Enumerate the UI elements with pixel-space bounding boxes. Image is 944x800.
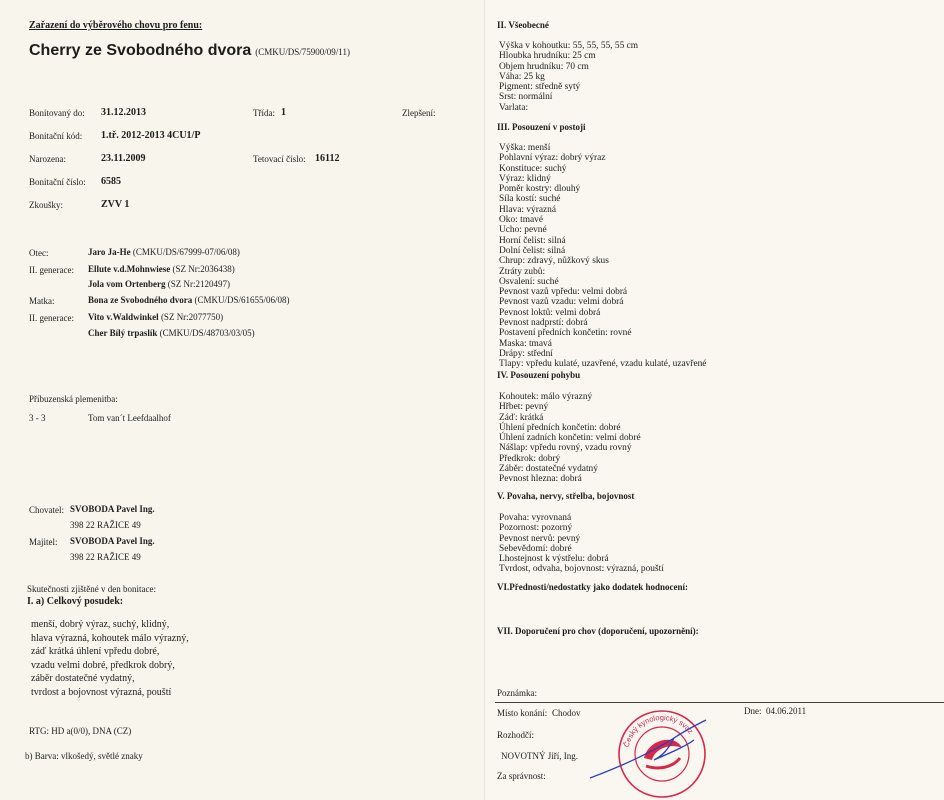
gen2a-1-name: Ellute v.d.Mohnwiese (88, 264, 171, 274)
inbreeding-label: Příbuzenská plemenitba: (29, 394, 118, 404)
stance-line: Pohlavní výraz: dobrý výraz (499, 153, 606, 164)
stance-line: Drápy: střední (499, 348, 553, 359)
overall-line: záběr dostatečné vydatný, (31, 673, 135, 685)
general-line: Výška v kohoutku: 55, 55, 55, 55 cm (499, 41, 639, 51)
narozena-value: 23.11.2009 (101, 153, 146, 164)
stance-line: Konstituce: suchý (499, 163, 567, 174)
rtg-text: RTG: HD a(0/0), DNA (CZ) (29, 726, 132, 736)
movement-line: Nášlap: vpředu rovný, vzadu rovný (499, 443, 632, 454)
otec-label: Otec: (29, 248, 49, 258)
section-5-list (499, 513, 664, 575)
section-4-title: IV. Posouzení pohybu (497, 370, 581, 380)
chovatel-label: Chovatel: (29, 505, 64, 515)
chovatel-address: 398 22 RAŽICE 49 (70, 520, 141, 530)
temperament-line: Tvrdost, odvaha, bojovnost: výrazná, pouští (499, 564, 664, 575)
overall-line: vzadu velmi dobré, předkrok dobrý, (31, 659, 175, 671)
zkousky-label: Zkoušky: (29, 200, 64, 210)
poznamka-label: Poznámka: (497, 688, 537, 698)
assignment-heading: Zařazení do výběrového chovu pro fenu: (29, 20, 203, 31)
overall-line: menší, dobrý výraz, suchý, klidný, (31, 619, 170, 630)
section-6-title: VI.Přednosti/nedostatky jako dodatek hodnocení: (497, 582, 689, 592)
barva-text: b) Barva: vlkošedý, světlé znaky (25, 751, 143, 761)
section-4-list (499, 392, 641, 485)
gen2a-2-name: Jola vom Ortenberg (88, 279, 166, 289)
stance-line: Pevnost vazů vzadu: velmi dobrá (499, 297, 624, 308)
zkousky-value: ZVV 1 (101, 199, 130, 210)
stance-line: Pevnost vazů vpředu: velmi dobrá (499, 287, 628, 298)
stance-line: Horní čelist: silná (499, 235, 566, 246)
movement-line: Úhlení zadních končetin: velmi dobré (499, 433, 641, 444)
gen2a-label: II. generace: (29, 265, 74, 275)
gen2a-2-reg: (SZ Nr:2120497) (167, 279, 230, 289)
stance-line: Dolní čelist: silná (499, 245, 566, 256)
section-7-title: VII. Doporučení pro chov (doporučení, upozornění): (497, 626, 699, 636)
rozhodci-name: NOVOTNÝ Jiří, Ing. (501, 751, 578, 761)
misto-label: Místo konání: (497, 708, 548, 718)
right-page (486, 0, 944, 800)
temperament-line: Lhostejnost k výstřelu: dobrá (499, 554, 609, 565)
matka-label: Matka: (29, 296, 55, 306)
majitel-label: Majitel: (29, 537, 58, 547)
gen2b-2-reg: (CMKU/DS/48703/03/05) (159, 328, 255, 338)
gen2a-1-reg: (SZ Nr:2036438) (172, 264, 235, 274)
stance-line: Pevnost loktů: velmi dobrá (499, 307, 601, 318)
tetovaci-value: 16112 (315, 153, 340, 164)
matka-entry (88, 295, 290, 305)
movement-line: Kohoutek: málo výrazný (499, 392, 593, 402)
tetovaci-label: Tetovací číslo: (253, 154, 306, 164)
overall-label: I. a) Celkový posudek: (27, 596, 124, 607)
stance-line: Pevnost nadprstí: dobrá (499, 318, 588, 329)
gen2b-1-name: Vito v.Waldwinkel (88, 312, 159, 322)
bonitovany-value: 31.12.2013 (101, 107, 146, 118)
movement-line: Záběr: dostatečné vydatný (499, 464, 598, 475)
stance-line: Ztráty zubů: (499, 266, 546, 277)
bonitovany-label: Bonitovaný do: (29, 108, 85, 118)
overall-line: záď krátká úhlení vpředu dobré, (31, 646, 160, 658)
general-line: Objem hrudníku: 70 cm (499, 61, 589, 72)
stance-line: Výška: menší (499, 143, 551, 153)
dne-label: Dne: (744, 706, 762, 716)
movement-line: Úhlení předních končetin: dobré (499, 422, 621, 433)
trida-value: 1 (281, 107, 286, 118)
temperament-line: Pozornost: pozorný (499, 523, 573, 534)
general-line: Pigment: středně sytý (499, 82, 581, 93)
findings-label: Skutečnosti zjištěné v den bonitace: (27, 584, 156, 594)
temperament-line: Povaha: vyrovnaná (499, 513, 572, 523)
overall-line: tvrdost a bojovnost výrazná, pouští (31, 686, 172, 698)
stance-line: Síla kostí: suché (499, 194, 561, 205)
majitel-address: 398 22 RAŽICE 49 (70, 552, 141, 562)
movement-line: Hřbet: pevný (499, 402, 549, 413)
cislo-value: 6585 (101, 176, 121, 187)
stance-line: Chrup: zdravý, nůžkový skus (499, 256, 609, 267)
cislo-label: Bonitační číslo: (29, 177, 86, 187)
gen2a-2-entry (88, 279, 230, 289)
gen2b-1-reg: (SZ Nr:2077750) (160, 312, 224, 322)
general-line: Varlata: (499, 102, 529, 113)
section-3-title: III. Posouzení v postoji (497, 122, 586, 132)
signature (582, 716, 712, 786)
otec-reg: (CMKU/DS/67999-07/06/08) (132, 247, 240, 257)
general-line: Váha: 25 kg (499, 71, 545, 82)
inbreeding-name: Tom van´t Leefdaalhof (88, 413, 171, 423)
section-2-title: II. Všeobecné (497, 20, 549, 30)
stamp-text-path: Český kynologický svaz (621, 712, 696, 749)
movement-line: Pevnost hlezna: dobrá (499, 474, 582, 485)
stance-line: Hlava: výrazná (499, 204, 557, 215)
dog-title (29, 42, 350, 60)
gen2b-label: II. generace: (29, 313, 74, 323)
dne-value: 04.06.2011 (766, 706, 807, 716)
temperament-line: Sebevědomí: dobré (499, 543, 572, 554)
narozena-label: Narozena: (29, 154, 66, 164)
matka-reg: (CMKU/DS/61655/06/08) (194, 295, 290, 305)
stance-line: Poměr kostry: dlouhý (499, 184, 581, 195)
gen2b-2-name: Cher Bílý trpaslík (88, 328, 158, 338)
overall-assessment (31, 618, 189, 700)
stance-line: Maska: tmavá (499, 338, 552, 349)
section-3-list (499, 143, 706, 370)
overall-line: hlava výrazná, kohoutek málo výrazný, (31, 632, 189, 644)
stance-line: Výraz: klidný (499, 173, 551, 184)
chovatel-name: SVOBODA Pavel Ing. (70, 504, 155, 514)
majitel-name: SVOBODA Pavel Ing. (70, 536, 155, 546)
kod-value: 1.tř. 2012-2013 4CU1/P (101, 130, 201, 141)
poznamka-rule (495, 702, 944, 703)
gen2a-1-entry (88, 264, 235, 274)
inbreeding-code: 3 - 3 (29, 413, 46, 423)
spravnost-label: Za správnost: (497, 771, 546, 781)
movement-line: Záď: krátká (499, 412, 544, 423)
matka-name: Bona ze Svobodného dvora (88, 295, 193, 305)
signature-stroke (590, 720, 706, 778)
kod-label: Bonitační kód: (29, 131, 83, 141)
gen2b-1-entry (88, 312, 223, 322)
dog-registration: (CMKU/DS/75900/09/11) (255, 47, 350, 57)
rozhodci-label: Rozhodčí: (497, 730, 534, 740)
zlepseni-label: Zlepšení: (402, 108, 436, 118)
misto-value: Chodov (552, 708, 581, 718)
otec-name: Jaro Ja-He (88, 247, 131, 257)
stance-line: Ucho: pevné (499, 225, 547, 236)
otec-entry (88, 247, 240, 257)
stance-line: Oko: tmavé (499, 215, 544, 226)
stance-line: Postavení předních končetin: rovné (499, 328, 632, 339)
temperament-line: Pevnost nervů: pevný (499, 533, 581, 544)
stance-line: Tlapy: vpředu kulaté, uzavřené, vzadu kulaté, uzavřené (499, 359, 707, 370)
section-2-list (499, 41, 638, 113)
general-line: Srst: normální (499, 92, 553, 103)
trida-label: Třída: (253, 108, 275, 118)
section-5-title: V. Povaha, nervy, střelba, bojovnost (497, 491, 635, 501)
stance-line: Osvalení: suché (499, 276, 559, 287)
dog-name: Cherry ze Svobodného dvora (29, 42, 252, 59)
gen2b-2-entry (88, 328, 255, 338)
movement-line: Předkrok: dobrý (499, 453, 561, 464)
general-line: Hloubka hrudníku: 25 cm (499, 51, 596, 62)
